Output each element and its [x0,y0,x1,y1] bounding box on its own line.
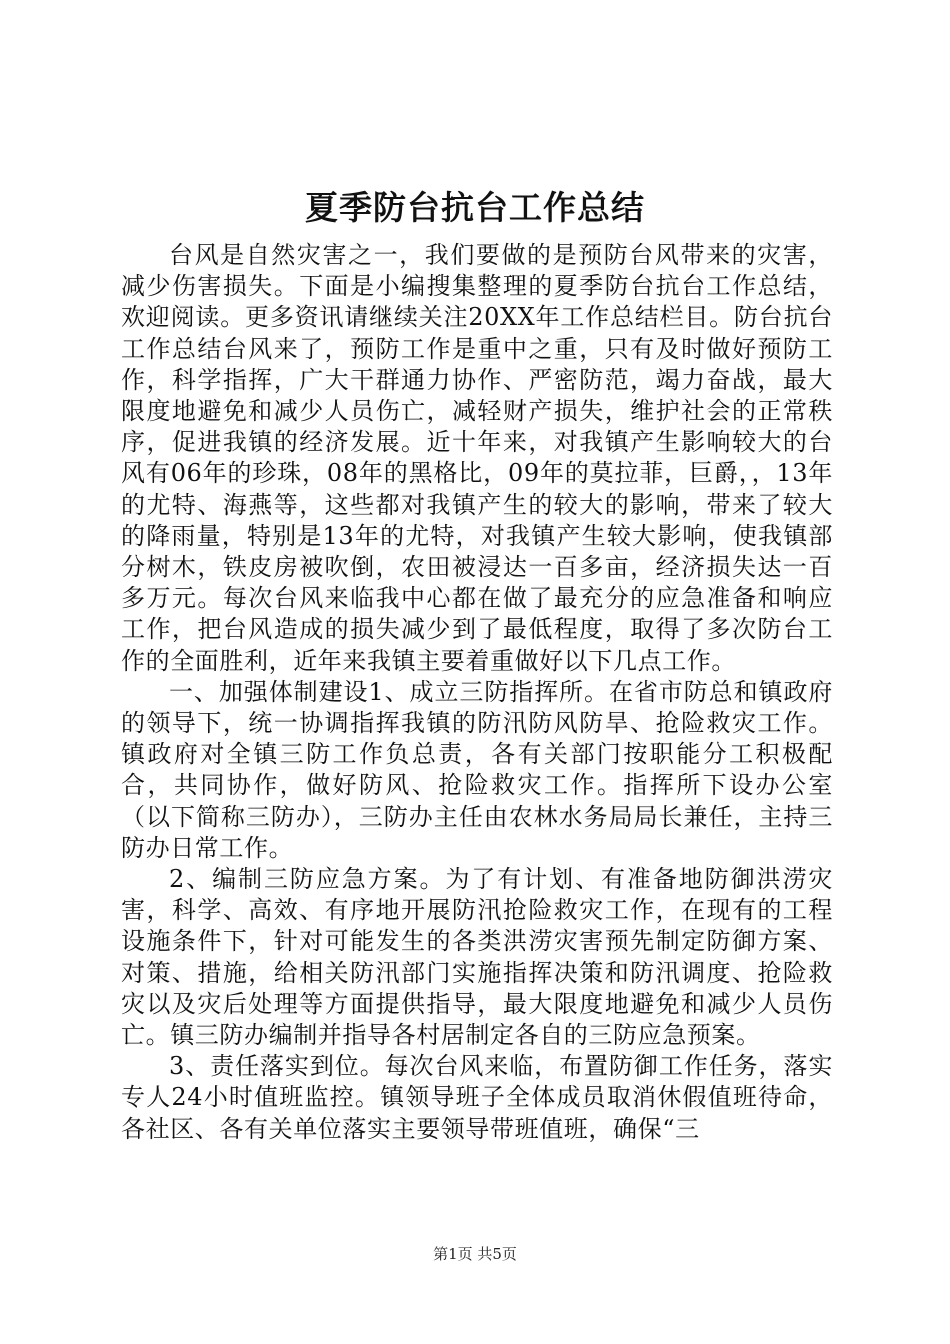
page-footer: 第1页 共5页 [433,1245,517,1263]
paragraph-intro: 台风是自然灾害之一，我们要做的是预防台风带来的灾害，减少伤害损失。下面是小编搜集整理的夏季防台抗台工作总结，欢迎阅读。更多资讯请继续关注20XX年工作总结栏目。防台抗台工作总结台风来了，预防工作是重中之重，只有及时做好预防工作，科学指挥，广大干群通力协作、严密防范，竭力奋战，最大限度地避免和减少人员伤亡，减轻财产损失，维护社会的正常秩序，促进我镇的经济发展。近十年来，对我镇产生影响较大的台风有06年的珍珠，08年的黑格比，09年的莫拉菲，巨爵，，13年的尤特、海燕等，这些都对我镇产生的较大的影响，带来了较大的降雨量，特别是13年的尤特，对我镇产生较大影响，使我镇部分树木，铁皮房被吹倒，农田被浸达一百多亩，经济损失达一百多万元。每次台风来临我中心都在做了最充分的应急准备和响应工作，把台风造成的损失减少到了最低程度，取得了多次防台工作的全面胜利，近年来我镇主要着重做好以下几点工作。 [121,241,833,675]
document-body [121,240,833,1145]
paragraph-section-2: 2、编制三防应急方案。为了有计划、有准备地防御洪涝灾害，科学、高效、有序地开展防汛抢险救灾工作，在现有的工程设施条件下，针对可能发生的各类洪涝灾害预先制定防御方案、对策、措施，给相关防汛部门实施指挥决策和防汛调度、抢险救灾以及灾后处理等方面提供指导，最大限度地避免和减少人员伤亡。镇三防办编制并指导各村居制定各自的三防应急预案。 [121,865,833,1050]
paragraph-section-1: 一、加强体制建设1、成立三防指挥所。在省市防总和镇政府的领导下，统一协调指挥我镇的防汛防风防旱、抢险救灾工作。镇政府对全镇三防工作负总责，各有关部门按职能分工积极配合，共同协作，做好防风、抢险救灾工作。指挥所下设办公室（以下简称三防办），三防办主任由农林水务局局长兼任，主持三防办日常工作。 [121,677,833,862]
document-title: 夏季防台抗台工作总结 [305,188,645,227]
paragraph-section-3: 3、责任落实到位。每次台风来临，布置防御工作任务，落实专人24小时值班监控。镇领导班子全体成员取消休假值班待命，各社区、各有关单位落实主要领导带班值班，确保“三 [121,1052,833,1143]
